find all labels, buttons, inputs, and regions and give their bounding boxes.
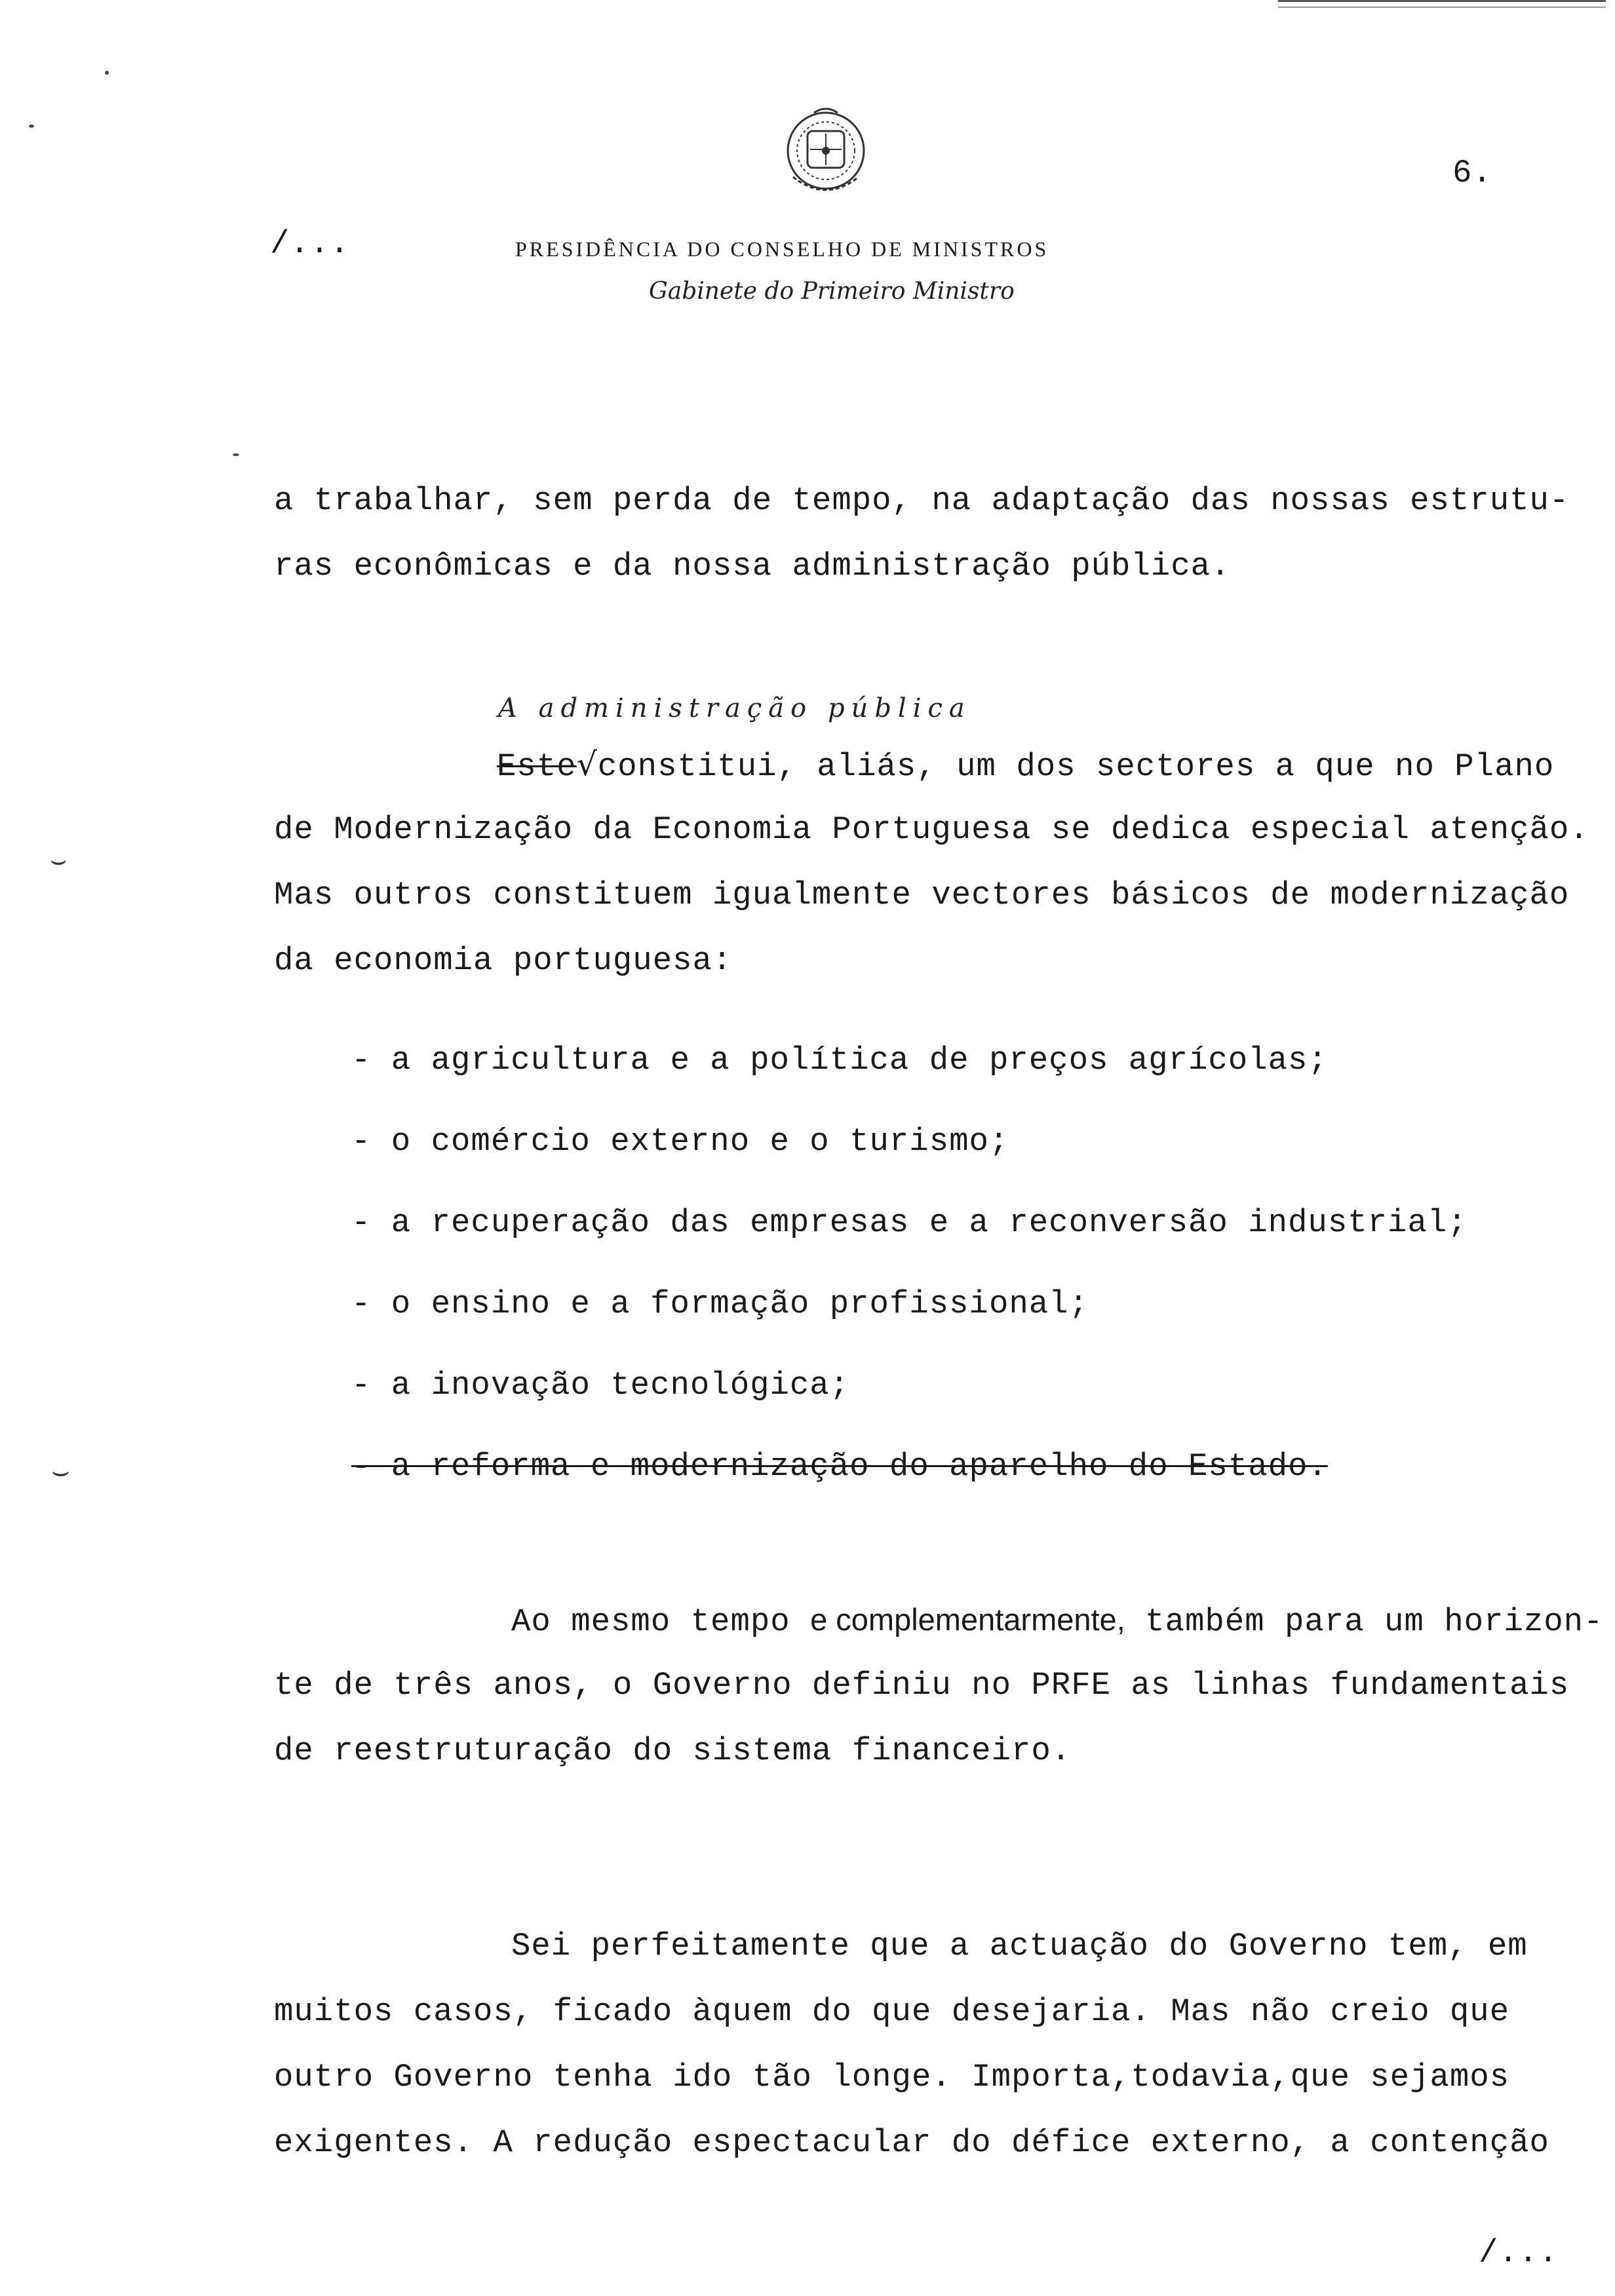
- scan-speck: [105, 71, 109, 75]
- paragraph-line: Mas outros constituem igualmente vectores básicos de modernização: [274, 877, 1570, 913]
- struck-list-item: - a reforma e modernização do aparelho do Estado.: [351, 1448, 1328, 1485]
- paragraph-line: ras econômicas e da nossa administração pública.: [274, 548, 1231, 584]
- paragraph-line-end: também para um horizon-: [1125, 1603, 1604, 1640]
- paragraph-line: da economia portuguesa:: [274, 942, 733, 979]
- paragraph-line: a trabalhar, sem perda de tempo, na adaptação das nossas estrutu-: [274, 482, 1570, 519]
- list-item: - o ensino e a formação profissional;: [351, 1286, 1089, 1322]
- scan-rule-line-thin: [1278, 7, 1606, 8]
- page-number: 6.: [1452, 155, 1492, 191]
- insertion-caret: √: [576, 746, 598, 783]
- paragraph-line: exigentes. A redução espectacular do défice externo, a contenção: [274, 2124, 1549, 2161]
- paragraph-first-line: Sei perfeitamente que a actuação do Governo tem, em: [511, 1928, 1528, 1964]
- paragraph-line: de reestruturação do sistema financeiro.: [274, 1732, 1072, 1769]
- list-item: - o comércio externo e o turismo;: [351, 1123, 1009, 1160]
- paragraph-first-line: [511, 1601, 1603, 1640]
- paragraph-first-line: [497, 746, 1554, 785]
- list-item: - a agricultura e a política de preços agrícolas;: [351, 1042, 1328, 1079]
- paragraph-line-start: Ao mesmo tempo: [511, 1603, 811, 1640]
- continuation-mark-top: /...: [270, 225, 350, 262]
- typed-insertion: e complementarmente,: [810, 1602, 1125, 1637]
- paragraph-line: te de três anos, o Governo definiu no PRFE as linhas fundamentais: [274, 1667, 1570, 1704]
- list-item: - a inovação tecnológica;: [351, 1367, 850, 1404]
- margin-mark: ⌣: [50, 845, 68, 875]
- handwritten-insertion: A administração pública: [498, 693, 971, 723]
- institution-heading: PRESIDÊNCIA DO CONSELHO DE MINISTROS: [515, 237, 1049, 261]
- office-subtitle: Gabinete do Primeiro Ministro: [649, 278, 1015, 305]
- paragraph-line-rest: constitui, aliás, um dos sectores a que no Plano: [597, 748, 1555, 785]
- scan-rule-line: [1278, 0, 1606, 2]
- struck-word: Este: [497, 748, 577, 785]
- coat-of-arms-emblem: [767, 105, 885, 203]
- margin-mark: ⌣: [51, 1455, 70, 1488]
- paragraph-line: de Modernização da Economia Portuguesa se dedica especial atenção.: [274, 811, 1589, 848]
- continuation-mark-bottom: /...: [1479, 2234, 1559, 2271]
- scan-speck: [233, 453, 239, 456]
- paragraph-line: muitos casos, ficado àquem do que desejaria. Mas não creio que: [274, 1993, 1510, 2030]
- paragraph-line: outro Governo tenha ido tão longe. Importa,todavia,que sejamos: [274, 2059, 1510, 2095]
- scan-speck: [29, 124, 34, 128]
- list-item: - a recuperação das empresas e a reconversão industrial;: [351, 1204, 1468, 1241]
